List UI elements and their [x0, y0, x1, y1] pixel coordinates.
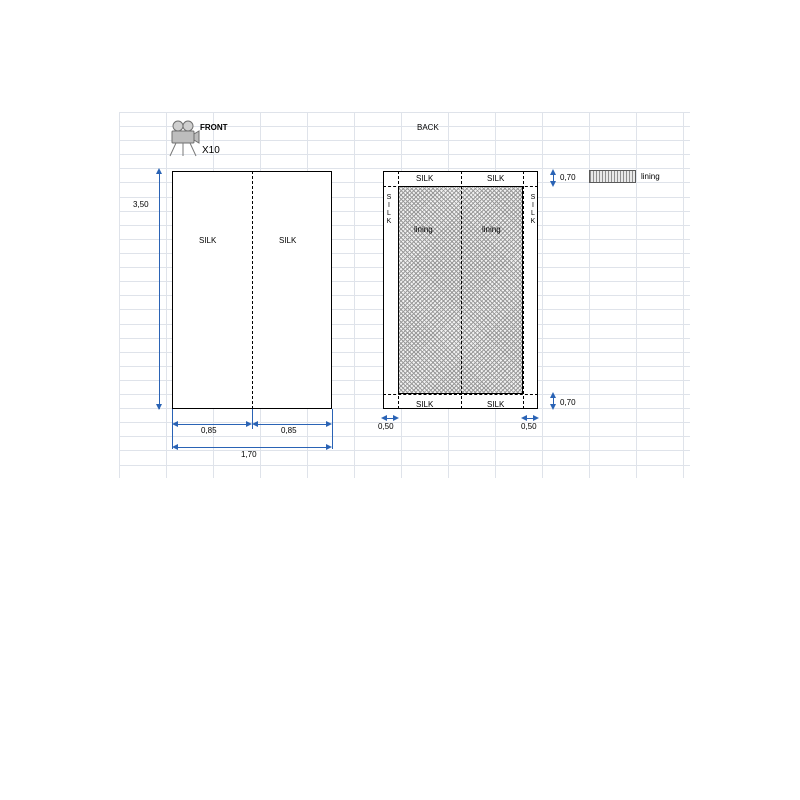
front-height-dim-line: [159, 173, 160, 409]
front-total-width-dim-text: 1,70: [241, 450, 257, 459]
front-heading: FRONT: [200, 123, 228, 132]
back-inner-left-lining-label: lining: [414, 225, 433, 234]
back-top-right-silk-label: SILK: [487, 174, 505, 183]
front-right-width-dim-text: 0,85: [281, 426, 297, 435]
lining-legend-label: lining: [641, 172, 660, 181]
back-bottom-left-dim-text: 0,50: [378, 422, 394, 431]
front-right-silk-label: SILK: [279, 236, 297, 245]
front-quantity: X10: [202, 145, 220, 156]
back-left-edge-letter-s: S: [386, 194, 392, 201]
lining-legend-swatch: [589, 170, 636, 183]
back-right-edge-letter-k: K: [530, 218, 536, 225]
back-inner-right-lining-label: lining: [482, 225, 501, 234]
back-left-seam-line: [398, 171, 399, 409]
back-center-fold-line: [461, 171, 462, 409]
front-left-silk-label: SILK: [199, 236, 217, 245]
front-height-dim-text: 3,50: [133, 200, 149, 209]
back-bottom-right-dim-text: 0,50: [521, 422, 537, 431]
back-left-edge-silk-label: [384, 194, 394, 226]
back-right-edge-silk-label: [528, 194, 538, 226]
front-center-fold-line: [252, 171, 253, 409]
front-height-arrow-up: [156, 168, 162, 174]
back-left-edge-letter-i: I: [388, 202, 390, 209]
back-right-edge-letter-i: I: [532, 202, 534, 209]
back-right-edge-letter-s: S: [530, 194, 536, 201]
back-heading: BACK: [417, 123, 439, 132]
back-left-edge-letter-l: L: [387, 210, 391, 217]
back-left-edge-letter-k: K: [386, 218, 392, 225]
back-right-seam-line: [523, 171, 524, 409]
front-total-width-dim-line: [174, 447, 330, 448]
back-top-left-silk-label: SILK: [416, 174, 434, 183]
back-top-border-dim-text: 0,70: [560, 173, 576, 182]
front-left-width-dim-text: 0,85: [201, 426, 217, 435]
back-bottom-right-silk-label: SILK: [487, 400, 505, 409]
back-bottom-border-dim-text: 0,70: [560, 398, 576, 407]
back-right-edge-letter-l: L: [531, 210, 535, 217]
back-bottom-left-silk-label: SILK: [416, 400, 434, 409]
front-height-arrow-down: [156, 404, 162, 410]
front-left-width-dim-line: [174, 424, 250, 425]
front-right-width-dim-line: [254, 424, 330, 425]
camera-icon: [166, 118, 200, 158]
